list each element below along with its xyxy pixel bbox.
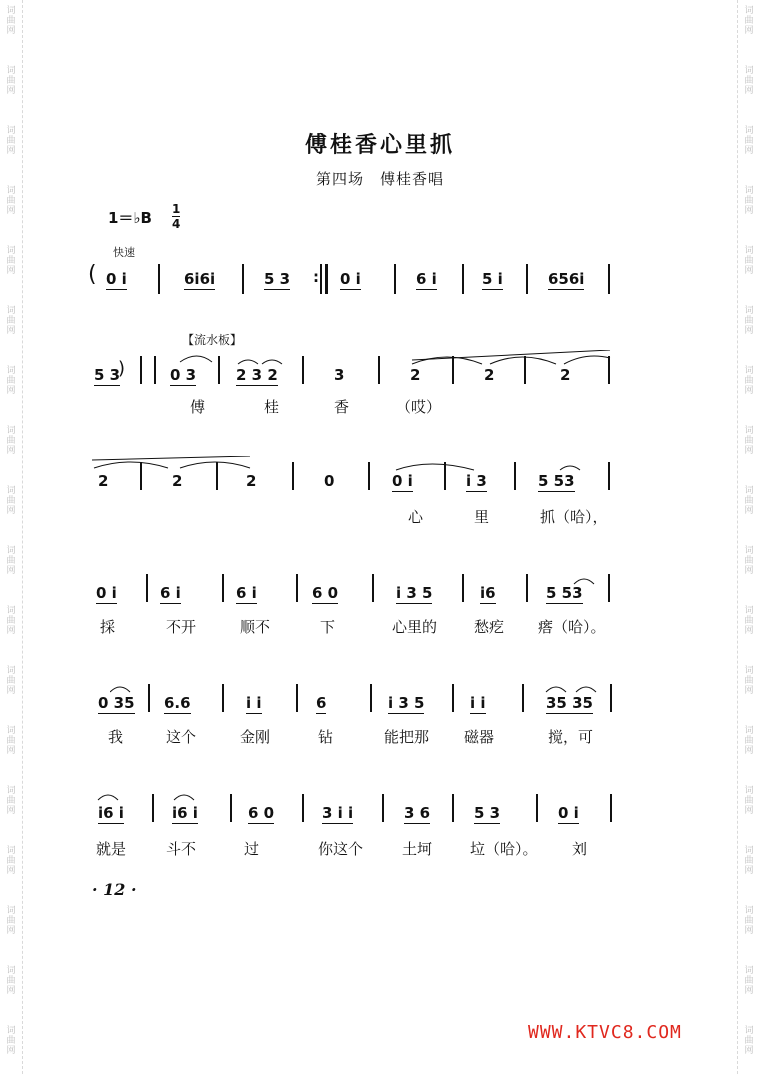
measure-note: 0 i: [96, 584, 117, 602]
song-subtitle: 第四场 傅桂香唱: [315, 170, 444, 188]
lyric: 钻: [318, 728, 334, 746]
watermark-stamp: 词 曲 网: [6, 726, 16, 756]
barline: [242, 264, 244, 294]
watermark-stamp: 词 曲 网: [6, 366, 16, 396]
watermark-stamp: 词 曲 网: [744, 606, 754, 636]
watermark-stamp: 词 曲 网: [744, 666, 754, 696]
measure-note: 6 0: [248, 804, 275, 822]
measure-note: 2: [246, 472, 257, 490]
right-watermark-strip: [737, 0, 760, 1074]
lyric: 土坷: [402, 840, 433, 858]
lyric: 你这个: [318, 840, 364, 858]
site-watermark: WWW.KTVC8.COM: [528, 1022, 682, 1043]
measure-note: 0 i: [106, 270, 127, 288]
watermark-stamp: 词 曲 网: [744, 1026, 754, 1056]
barline: [526, 264, 528, 294]
watermark-stamp: 词 曲 网: [6, 66, 16, 96]
watermark-stamp: 词 曲 网: [6, 966, 16, 996]
lyric: 磁器: [464, 728, 495, 746]
barline: [296, 684, 298, 712]
barline: [222, 574, 224, 602]
lyric: 斗不: [166, 840, 197, 858]
measure-note: 35 35: [546, 694, 593, 712]
watermark-stamp: 词 曲 网: [6, 186, 16, 216]
watermark-stamp: 词 曲 网: [6, 306, 16, 336]
barline: [216, 462, 218, 490]
barline: [462, 574, 464, 602]
watermark-stamp: 词 曲 网: [744, 846, 754, 876]
time-denominator: 4: [172, 217, 181, 231]
barline: [608, 574, 610, 602]
double-barline: [325, 264, 328, 294]
barline: [522, 684, 524, 712]
watermark-stamp: 词 曲 网: [6, 786, 16, 816]
watermark-stamp: 词 曲 网: [6, 1026, 16, 1056]
lyric: 採: [100, 618, 116, 636]
measure-note: 2: [560, 366, 571, 384]
barline: [608, 462, 610, 490]
watermark-stamp: 词 曲 网: [6, 546, 16, 576]
watermark-stamp: 词 曲 网: [6, 246, 16, 276]
barline: [610, 794, 612, 822]
barline: [610, 684, 612, 712]
measure-note: 0 i: [558, 804, 579, 822]
watermark-stamp: 词 曲 网: [744, 426, 754, 456]
measure-note: 656i: [548, 270, 585, 288]
watermark-stamp: 词 曲 网: [744, 786, 754, 816]
watermark-stamp: 词 曲 网: [744, 366, 754, 396]
barline: [158, 264, 160, 294]
watermark-stamp: 词 曲 网: [6, 126, 16, 156]
barline: [526, 574, 528, 602]
measure-note: 2: [484, 366, 495, 384]
watermark-stamp: 词 曲 网: [744, 966, 754, 996]
lyric: 能把那: [384, 728, 430, 746]
measure-note: 2: [172, 472, 183, 490]
measure-note: 2 3 2: [236, 366, 278, 384]
measure-note: 6 i: [236, 584, 257, 602]
barline: [154, 356, 156, 384]
measure-note: 2: [410, 366, 421, 384]
intro-close-paren: ): [118, 358, 126, 379]
measure-note: i 3 5: [388, 694, 425, 712]
lyric: 就是: [96, 840, 127, 858]
measure-note: 6: [316, 694, 327, 712]
watermark-stamp: 词 曲 网: [744, 66, 754, 96]
time-signature: [172, 202, 180, 231]
lyric: 顺不: [240, 618, 271, 636]
barline: [514, 462, 516, 490]
lyric: 心: [408, 508, 424, 526]
lyric: 下: [320, 618, 336, 636]
barline: [444, 462, 446, 490]
barline: [372, 574, 374, 602]
barline: [368, 462, 370, 490]
measure-note: 3 i i: [322, 804, 354, 822]
measure-note: i 3 5: [396, 584, 433, 602]
measure-note: 0 i: [340, 270, 361, 288]
barline: [608, 264, 610, 294]
watermark-stamp: 词 曲 网: [6, 606, 16, 636]
watermark-stamp: 词 曲 网: [744, 306, 754, 336]
slur-marks: [570, 572, 600, 586]
lyric: 不开: [166, 618, 197, 636]
watermark-stamp: 词 曲 网: [744, 246, 754, 276]
lyric: （哎）: [396, 398, 442, 416]
lyric: 桂: [264, 398, 280, 416]
watermark-stamp: 词 曲 网: [6, 6, 16, 36]
measure-note: 3 6: [404, 804, 431, 822]
barline: [462, 264, 464, 294]
tempo-marking: 快速: [113, 246, 135, 259]
measure-note: i6 i: [172, 804, 198, 822]
watermark-stamp: 词 曲 网: [6, 846, 16, 876]
watermark-stamp: 词 曲 网: [744, 126, 754, 156]
measure-note: 5 3: [474, 804, 501, 822]
watermark-stamp: 词 曲 网: [744, 726, 754, 756]
barline: [382, 794, 384, 822]
measure-note: i i: [246, 694, 262, 712]
barline: [140, 462, 142, 490]
repeat-dots: :: [313, 268, 319, 286]
measure-note: 5 3: [264, 270, 291, 288]
watermark-stamp: 词 曲 网: [744, 906, 754, 936]
measure-note: 6 0: [312, 584, 339, 602]
measure-note: 0 i: [392, 472, 413, 490]
song-title: 傅桂香心里抓: [304, 133, 455, 158]
time-numerator: 1: [172, 202, 181, 216]
watermark-stamp: 词 曲 网: [744, 186, 754, 216]
lyric: 瘩（哈）。: [538, 618, 606, 636]
measure-note: 5 53: [546, 584, 583, 602]
watermark-stamp: 词 曲 网: [6, 426, 16, 456]
barline: [536, 794, 538, 822]
lyric: 里: [474, 508, 490, 526]
watermark-stamp: 词 曲 网: [744, 546, 754, 576]
lyric: 过: [244, 840, 260, 858]
page-number: · 12 ·: [92, 880, 137, 899]
barline: [146, 574, 148, 602]
measure-note: i 3: [466, 472, 487, 490]
measure-note: 6 i: [416, 270, 437, 288]
watermark-stamp: 词 曲 网: [744, 6, 754, 36]
barline: [296, 574, 298, 602]
measure-note: 3: [334, 366, 345, 384]
barline: [452, 684, 454, 712]
measure-note: 0: [324, 472, 335, 490]
measure-note: 5 3: [94, 366, 121, 384]
barline: [140, 356, 142, 384]
measure-note: 0 35: [98, 694, 135, 712]
barline: [302, 794, 304, 822]
lyric: 我: [108, 728, 124, 746]
intro-open-paren: (: [88, 262, 97, 287]
lyric: 香: [334, 398, 350, 416]
barline: [148, 684, 150, 712]
measure-note: i i: [470, 694, 486, 712]
barline: [394, 264, 396, 294]
lyric: 愁疙: [474, 618, 505, 636]
measure-note: 0 3: [170, 366, 197, 384]
watermark-stamp: 词 曲 网: [6, 666, 16, 696]
barline: [152, 794, 154, 822]
measure-note: 6i6i: [184, 270, 216, 288]
barline: [222, 684, 224, 712]
watermark-stamp: 词 曲 网: [6, 486, 16, 516]
slur-marks: [172, 350, 612, 370]
lyric: 搅，可: [548, 728, 594, 746]
barline: [452, 794, 454, 822]
lyric: 垃（哈）。: [470, 840, 538, 858]
lyric: 傅: [190, 398, 206, 416]
measure-note: 6.6: [164, 694, 191, 712]
key-signature: 1＝♭B: [108, 209, 152, 227]
measure-note: i6 i: [98, 804, 124, 822]
measure-note: 5 53: [538, 472, 575, 490]
lyric: 这个: [166, 728, 197, 746]
double-barline: [320, 264, 322, 294]
slur-marks: [96, 788, 196, 804]
lyric: 金刚: [240, 728, 271, 746]
lyric: 心里的: [392, 618, 438, 636]
left-watermark-strip: [0, 0, 23, 1074]
measure-note: 6 i: [160, 584, 181, 602]
watermark-stamp: 词 曲 网: [6, 906, 16, 936]
barline: [292, 462, 294, 490]
barline: [230, 794, 232, 822]
measure-note: i6: [480, 584, 496, 602]
measure-note: 2: [98, 472, 109, 490]
section-tag: 【流水板】: [182, 333, 243, 347]
barline: [370, 684, 372, 712]
lyric: 抓（哈），: [540, 508, 608, 526]
measure-note: 5 i: [482, 270, 503, 288]
lyric: 刘: [572, 840, 588, 858]
watermark-stamp: 词 曲 网: [744, 486, 754, 516]
